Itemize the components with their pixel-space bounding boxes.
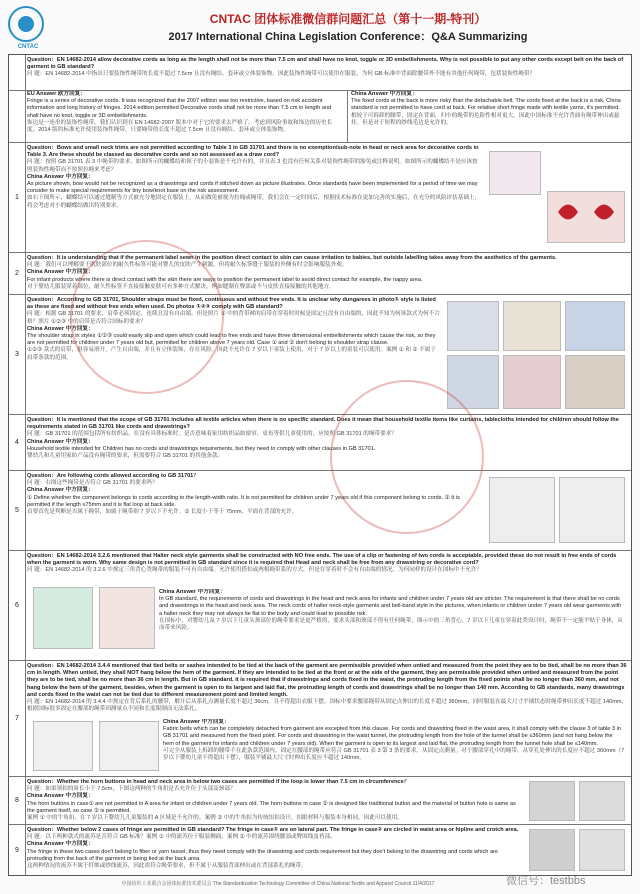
china-answer-cell [163, 719, 625, 775]
china-answer-text-cn: 这两种情况的流苏不属于纤维或纱线流苏，因此需符合绳带要求，但不属于从服装背部伸出或在背部系扎的绳带。 [27, 863, 307, 870]
china-answer-text: The horn buttons in case① are not permitted in A area for infant or children under 7 years old. The horn buttons in case ② is designed like traditional button and the material of button hole is same as the garment itself, so case ② is permitted. [27, 800, 516, 814]
row-number: 9 [9, 825, 26, 875]
dungarees-photo-5 [503, 355, 561, 409]
china-answer-label: China Answer 中方回复： [27, 173, 94, 180]
china-answer-text: For infant products where there is direct contact with the skin there are ways to position the permanent label to avoid direct contact for example, the nappy area. [27, 276, 423, 283]
document-header [8, 6, 632, 58]
table-row [9, 55, 631, 91]
question-text-cn: 问 题：我们可以理解要于肌肤部位的耐久性标签可能对婴儿的皮肤产生刺激，但将耐久标签缝于服装的外侧有时会影响服装外观。 [27, 262, 348, 269]
china-answer-label: China Answer 中方回复： [27, 793, 94, 800]
china-answer-text-cn: 婴幼儿和儿童用家纺产品没有绳带的要求，但需要符合 GB 31701 的其他条款。 [27, 453, 224, 460]
china-answer-label: China Answer 中方回复： [27, 487, 94, 494]
watermark-stamp [70, 240, 224, 394]
table-row [9, 91, 631, 143]
wechat-watermark: 微信号：testbbs [506, 875, 586, 887]
china-answer-label: China Answer 中方回复： [27, 438, 94, 445]
table-row [9, 551, 631, 661]
question-text-cn: 问 题：按照 GB 31701 表 3 中绳带的要求，如图所示的蝴蝶结和领子的小装饰是不允许有的，并且表 3 也没有任何关系对装饰性绳带的豁免或注释说明。如图所示的蝴蝶结不是应该按照装饰性绳带而不按照拉绳来考虑？ [27, 159, 478, 173]
title-chinese: CNTAC 团体标准微信群问题汇总（第十一期-特刊） [209, 12, 487, 26]
china-answer-text: The fringe in these two cases don't belong to fiber or yarn tassel, thus they need comply with the drawstring and cords requirement but they don't belong to the drawstring and cords which are protruding from the back of the garment or being tied at the back area. [27, 848, 499, 862]
row-number: 1 [9, 143, 26, 252]
china-answer-label: China Answer 中方回复： [27, 269, 94, 276]
horn-button-photo-2 [579, 781, 625, 821]
eu-answer-label: EU Answer 欧方回复： [27, 91, 86, 97]
row-number: 3 [9, 295, 26, 414]
china-answer-cell [159, 589, 625, 659]
halter-neck-photo-2 [99, 587, 155, 649]
china-answer-cell [351, 91, 629, 127]
row-content [27, 827, 521, 870]
eu-answer-text: Fringe is a series of decorative cords. It was recognized that the 2007 edition was too restrictive, based on risk accident information and long history of fringes. 2014 edition permitted Decorative cords shall not be more than 7.5 cm in length and shall have no knot, toggle or 3D embellishments. [27, 98, 332, 119]
question-text-cn: 问 题：EN 14682-2014 中指出只要装饰性绳带的长度不超过 7.5cm 且没有绳结、套环或立体装饰物，因此装饰性绳带可以使用在服装，为何 GB 标准中背面除腰带外不能有其他任何绳带，包括装饰性绳带？ [27, 71, 536, 78]
question-text-cn: 问 题：根据 GB 31701 的要求，肩带必须固定、连续且没有自由端。但是照片 ① 中的背带裤的肩带在穿着时时候是固定且没有自由端的，因此不知为何该款式为何不合格？照片 ①②③ 中的肩带是否符合国标的要求？ [27, 311, 440, 325]
qa-table [8, 54, 632, 876]
table-row [9, 777, 631, 825]
row-number: 7 [9, 661, 26, 776]
china-answer-text: ① Define whether the component belongs to cords according to the length-width ratio. It is not permitted for children under 7 years old if this component belong to cords. ② It is permitted if the length ≤75mm and it is flat loop at back side. [27, 494, 460, 508]
logo-mark [18, 16, 34, 32]
question-text-cn: 问 题：以下两种款式的流苏是否符合 GB 标准？案例 ① 中的流苏位于服装侧面，案例 ② 中的流苏围绕腰部或臀围线及裆部。 [27, 834, 336, 841]
question-text-cn: 问 题：EN 14682-2014 的 3.2.6 中规定三角背心类绳带的服装不可有自由端。允许使用搭扣或两根绳带系的方式，但是在穿着时不会有自由端的情况。为何同样的设计在国标中不允许？ [27, 567, 483, 574]
halter-neck-photo-1 [33, 587, 93, 649]
dungarees-photo-1 [447, 301, 499, 351]
row-number: 5 [9, 471, 26, 550]
table-row [9, 143, 631, 253]
row-question [27, 663, 629, 717]
china-answer-label: China Answer 中方回复： [163, 719, 230, 725]
china-answer-label: China Answer 中方回复： [351, 91, 418, 97]
question-text: Question：According to GB 31701, Shoulder straps must be fixed, continuous and without free ends. It is unclear why dungarees in photo① style is listed as these are fixed and without free ends when used. Do photos ①②③ comply with GB standard? [27, 297, 436, 311]
question-text-cn: 问 题：如果领扣的周长小于 7.5cm，下图这两种的牛角扣是否允许位于头部及颈部？ [27, 786, 236, 793]
horn-button-photo-1 [529, 781, 575, 821]
dungarees-photo-3 [565, 301, 625, 351]
eu-answer-text-cn: 饰边是一连串的装饰性绳带，我们认识到在 EN 14682-2007 版本中对于它的要求太严格了。考虑到风险事故和饰边的历史长度，2014 版的标准允许使用装饰性绳带，只要绳带的长度不超过 7.5cm 且没有绳结、套环或立体装饰物。 [27, 119, 333, 134]
column-divider [347, 91, 348, 143]
question-text: Question：It is mentioned that the scope of GB 31701 includes all textile articles when there is no specific standard. Does it mean that household textile items like curtains, tablecloths intended for children should follow the requirements stated in GB 31701 like cords and drawstrings? [27, 417, 619, 431]
red-bow-icon [548, 192, 624, 242]
question-text: Question：EN 14682-2014 3.4.4 mentioned that tied belts or sashes intended to be tied at the back of the garment are permissible provided when untied and measured from the point they are to be tied, shall be no more than 36 cm in length. When untied, they shall NOT hang below the hem of the garment. If they are intended to be tied at the front or at the side of the garment, they are permissible provided when untied and measured from the point they are to be tied, shall be no more than 36 cm in length. But in GB standard, it is required that if drawstrings and cords fixed in the waist, the protruding length from the fixed points shall be no longer than 360 mm, and not hang below the hem of the garment, besides, when the garment is open to its largest and laid flat, the protruding length of cords and drawstrings shall be no longer than 140 mm. According to GB standards, many drawstrings and cords fixed in the waist can not be tied due to different measurement point and limited length. [27, 663, 627, 698]
china-answer-text: The shoulder strap in styles ①②③ could easily slip and open which could lead to free ends and have three dimensional embellishments which cause the risk, so they are not permitted for children under 7 years old but, permitted for children above 7 years old. Case ① and ② don't belong to shoulder strap clause. [27, 333, 436, 347]
row-number: 4 [9, 415, 26, 470]
china-answer-text-cn: 案例 ① 中的牛角扣，在 7 岁以下婴幼儿儿童服装的 A 区域是不允许的。案例 ② 中的牛角扣为传统纽扣设计，扣眼材料与服装本身相同，因此可以使用。 [27, 815, 403, 822]
china-answer-text: The fixed cords at the back is more risky than the detachable belt. The cords fixed at the back is a risk, China standard is not permitted to have cord at back. For relative short fringe made with textile yarns, it's permitted. [351, 98, 621, 112]
logo-text: CNTAC [17, 44, 39, 50]
waist-belt-diagram-1 [33, 721, 93, 771]
china-answer-text: In GB standard, the requirements of cords and drawstrings in the head and neck area for infants and children under 7 years old are stricter. The requirement is that there shall be no cords and drawstrings in the head and neck area. The neck cords of halter neck-style garments and bell-band style in the pictures, when infants or children under 7 years old wear garments with a halter neck they may not always tie flat to the body and could lead to possible risk. [159, 596, 622, 617]
row-number: 8 [9, 777, 26, 824]
title-english: 2017 International China Legislation Conference：Q&A Summarizing [168, 31, 528, 43]
china-answer-label: China Answer 中方回复： [27, 841, 94, 848]
fringe-photo-1 [529, 829, 575, 871]
row-number [9, 91, 26, 142]
table-row [9, 825, 631, 875]
row-number [9, 55, 26, 90]
garment-neck-bow-photo [489, 151, 541, 195]
dungarees-photo-2 [503, 301, 561, 351]
row-number: 2 [9, 253, 26, 294]
footer-text: 中国纺织工业联合会团体标准技术委员会 The Standardization Technology Committee of China National Textile and Apparel Council 11/4/2017 [121, 881, 435, 887]
china-answer-label: China Answer 中方回复： [27, 325, 94, 332]
table-row [9, 415, 631, 471]
cord-photo-2 [559, 477, 625, 543]
china-answer-text-cn: 对于婴幼儿服装穿着部位，耐久性标签不直接接触皮肤可有多种方式解决，例如缝制在臀部或不与皮肤直接接触的其他地方。 [27, 283, 335, 290]
cntac-logo [8, 6, 44, 42]
question-text-cn: 问 题：GB 31701 的范围包括所有纺织品，在没有具体标准时，是否意味着家用纺织品如窗帘、桌布等供儿童使用的，应按照 GB 31701 的绳带要求？ [27, 431, 397, 438]
table-row [9, 661, 631, 777]
row-content [27, 779, 521, 822]
china-answer-label: China Answer 中方回复： [159, 589, 226, 595]
china-answer-text: Fabric belts which can be completely detached from garment are excepted from this clause. For cords and drawstring fixed in the waist area, it shall comply with the clause 3 of table 3 in GB 31701 and measured from the fixed point. For cords and drawstring in the waist tunnel, the protruding length from the hole of the tunnel shall be ≤360mm (and not hang below the hem of the garment for infants and children under 7 years old). When the garment is open to its largest and laid flat, the protruding length from the tunnel hole shall be ≤140mm. [163, 726, 621, 747]
waist-belt-diagram-2 [99, 721, 159, 771]
row-question [27, 553, 629, 583]
china-answer-text: Household textile intended for Children has no cords and drawstrings requirements, but they need to comply with other clauses in GB 31701. [27, 445, 376, 452]
china-answer-text-cn: 首要首先是判断是否属于绳带，如属于绳带则 7 岁以下不允许。② 长度小于等于 75mm，平面在背部的允许。 [27, 509, 298, 516]
question-text: Question：Whether the horn buttons in head and neck area in below two cases are permitted if the loop is lower than 7.5 cm in circumference？ [27, 779, 410, 785]
china-answer-text-cn: 在国标中，对婴幼儿及 7 岁以下儿童头颈部位的绳带要求是更严格的，要求头部和颈部不得有任何绳带，图示中的三角背心，7 岁以下儿童在穿着此类设计时，绳带不一定能平贴于身体，从而带来风险。 [159, 617, 623, 632]
row-content [27, 417, 629, 460]
question-text: Question：Bows and small neck trims are not permitted according to Table 3 in GB 31701 and there is no exemption/sub-note in head or neck area for decorative cords in Table 3. Are these should be classed as decorative cords and so not assessed as a draw cord? [27, 145, 479, 159]
question-text-cn: 问 题：EN 14682-2014 的 3.4.4 中规定在背后系扎的腰带，解开后从系扎点测量长度不超过 36cm，且不得超出衣服下摆。国标中要求腰部绳带从固定点伸出的长度不超过 360mm，同时服装在最大尺寸平铺状态时绳带伸出长度不超过 140mm，根据国标很多固定在腰部的绳带因测量点不同和长度限制而无法系扎。 [27, 699, 628, 713]
china-answer-text-cn: 相较于可拆卸的腰带，固定在背面，归中的绳带的危险性相对更大，因此中国标准不允许背面有绳带伸出或悬挂。但是对于短程的纱线毛边是允许的。 [351, 112, 620, 126]
question-text: Question：EN 14682-2014 allow decorative cords as long as the length shall not be more than 7.5 cm and shall have no knot, toggle or 3D embellishments. Why is not possible to put any other cords except belt on the back of garment in GB standard? [27, 57, 624, 71]
china-answer-text: As picture shown, bow would not be recognized as a drawstrings and cords if stitched down as picture illustrates. Once standards have been implemented for a period of time we may consider to make special requirements for tiny bow/knot base on the risk assessment. [27, 181, 478, 195]
question-text: Question：Are following cords allowed according to GB 31701？ [27, 473, 199, 479]
table-row [9, 471, 631, 551]
cord-photo-1 [489, 477, 555, 543]
watermark-stamp [330, 380, 484, 534]
row-content [27, 57, 629, 79]
dungarees-photo-6 [565, 355, 625, 409]
eu-answer-cell [27, 91, 343, 134]
row-number: 6 [9, 551, 26, 660]
question-text: Question：Whether below 2 cases of fringe are permitted in GB standard? The fringe in case① are on lateral part. The fringe in case② are circled in waist area or hipline and crotch area. [27, 827, 519, 833]
question-text: Question：EN 14682-2014 3.2.6 mentioned that Halter neck style garments shall be constructed with NO free ends. The use of a clip or fastening of two cords is acceptable, provided these do not result in free ends of cords when the garment is worn. Why same design is not permitted in GB standard since it is required that Head and neck shall be free from any drawstring or decorative cord? [27, 553, 617, 567]
question-text-cn: 问 题：右图这些绳带是否符合 GB 31701 的要求吗？ [27, 480, 158, 487]
row-content [27, 145, 481, 210]
china-answer-text-cn: 可完全从服装上拆卸的腰带不在此条款范围内。固定在腰部的绳带应符合 GB 31701 表 3 第 3 条的要求，从固定点测量。对于腰部穿孔中的绳带，从穿孔处伸出的长度应不超过 360mm（7 岁以下婴幼儿童不得超出下摆），服装平铺最大尺寸时伸出长度应不超过 140mm。 [163, 747, 625, 762]
fringe-photo-2 [579, 829, 625, 871]
question-text: Question：It is understanding that if the permanent label sewn in the position direct contact to skin can cause irritation to babies, but outside labelling takes away from the aesthetics of the garments. [27, 255, 557, 261]
china-answer-text-cn: ①②③ 款式的肩带，很容易滑开，产生自由端，并且有立体装饰，存在风险。因此不允许在 7 岁以下童装上使用，对于 7 岁以上的童装可以使用。案例 ① 和 ② 不属于肩带条款的范围。 [27, 347, 436, 361]
china-answer-text-cn: 如右下图所示，蝴蝶结可以通过缝制等方式被充分地固定在服装上，从而做免被视为拉绳或绳带，我们会在一定时间后，根据技术标准在更加完善的实施后，在充分的风险评估基础上，将会考虑对小的蝴蝶结做出特别要求。 [27, 195, 481, 209]
bow-trim-photo [547, 191, 625, 243]
